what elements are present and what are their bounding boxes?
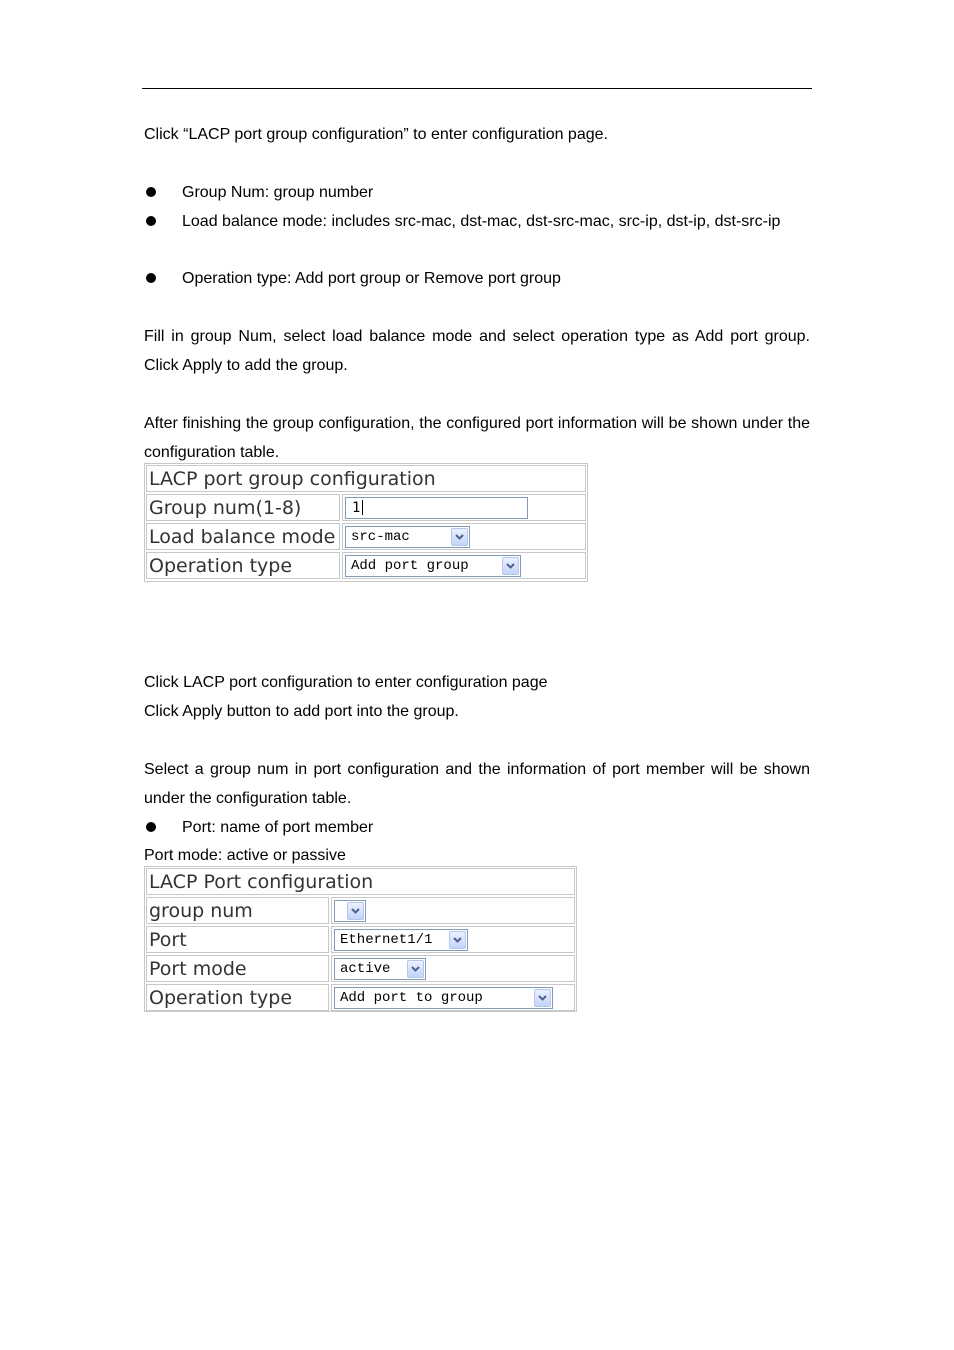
port-mode-label: Port mode: [146, 955, 329, 982]
operation-type-label: Operation type: [146, 552, 340, 579]
intro-paragraph: Click “LACP port group configuration” to enter configuration page.: [144, 126, 608, 143]
operation-type-select[interactable]: Add port group: [345, 555, 521, 577]
group-num-label: group num: [146, 897, 329, 924]
text-caret: [362, 500, 363, 515]
operation-type-select[interactable]: Add port to group: [334, 987, 553, 1009]
header-rule: [142, 88, 812, 89]
port-mode-select[interactable]: active: [334, 958, 426, 980]
bullet-dot-icon: [146, 187, 156, 197]
group-num-select[interactable]: [334, 900, 366, 922]
load-balance-cell: [342, 523, 586, 550]
group-num-label: Group num(1-8): [146, 494, 340, 521]
bullet-dot-icon: [146, 216, 156, 226]
apply-paragraph: Click Apply button to add port into the group.: [144, 703, 459, 720]
operation-type-cell: [342, 552, 586, 579]
chevron-down-icon[interactable]: [449, 931, 466, 949]
fill-paragraph: Fill in group Num, select load balance mode and select operation type as Add port group. Click Apply to add the group.: [144, 328, 810, 374]
bullet-item: Port: name of port member: [144, 813, 810, 842]
form-title: LACP port group configuration: [146, 465, 586, 492]
group-num-cell: [342, 494, 586, 521]
lacp-port-form: [144, 866, 577, 1012]
after-paragraph: After finishing the group configuration, the configured port information will be shown under the configuration table.: [144, 415, 810, 461]
load-balance-label: Load balance mode: [146, 523, 340, 550]
port-select[interactable]: Ethernet1/1: [334, 929, 468, 951]
load-balance-select[interactable]: src-mac: [345, 526, 470, 548]
chevron-down-icon[interactable]: [534, 989, 551, 1007]
port-config-paragraph: Click LACP port configuration to enter configuration page: [144, 674, 548, 691]
operation-type-label: Operation type: [146, 984, 329, 1011]
bullet-item: Load balance mode: includes src-mac, dst-mac, dst-src-mac, src-ip, dst-ip, dst-src-ip: [144, 207, 810, 236]
select-paragraph: Select a group num in port configuration and the information of port member will be shown under the configuration table.: [144, 761, 810, 807]
chevron-down-icon[interactable]: [451, 528, 468, 546]
chevron-down-icon[interactable]: [407, 960, 424, 978]
group-num-cell: [331, 897, 575, 924]
bullet-dot-icon: [146, 273, 156, 283]
group-num-input[interactable]: 1: [345, 497, 528, 519]
operation-type-cell: [331, 984, 575, 1011]
bullet-item: Operation type: Add port group or Remove port group: [144, 264, 810, 293]
chevron-down-icon[interactable]: [502, 557, 519, 575]
form-title: LACP Port configuration: [146, 868, 575, 895]
port-cell: [331, 926, 575, 953]
chevron-down-icon[interactable]: [347, 902, 364, 920]
port-mode-line: Port mode: active or passive: [144, 847, 346, 864]
port-mode-cell: [331, 955, 575, 982]
bullet-item: Group Num: group number: [144, 178, 810, 207]
port-label: Port: [146, 926, 329, 953]
lacp-group-form: [144, 463, 588, 582]
bullet-dot-icon: [146, 822, 156, 832]
